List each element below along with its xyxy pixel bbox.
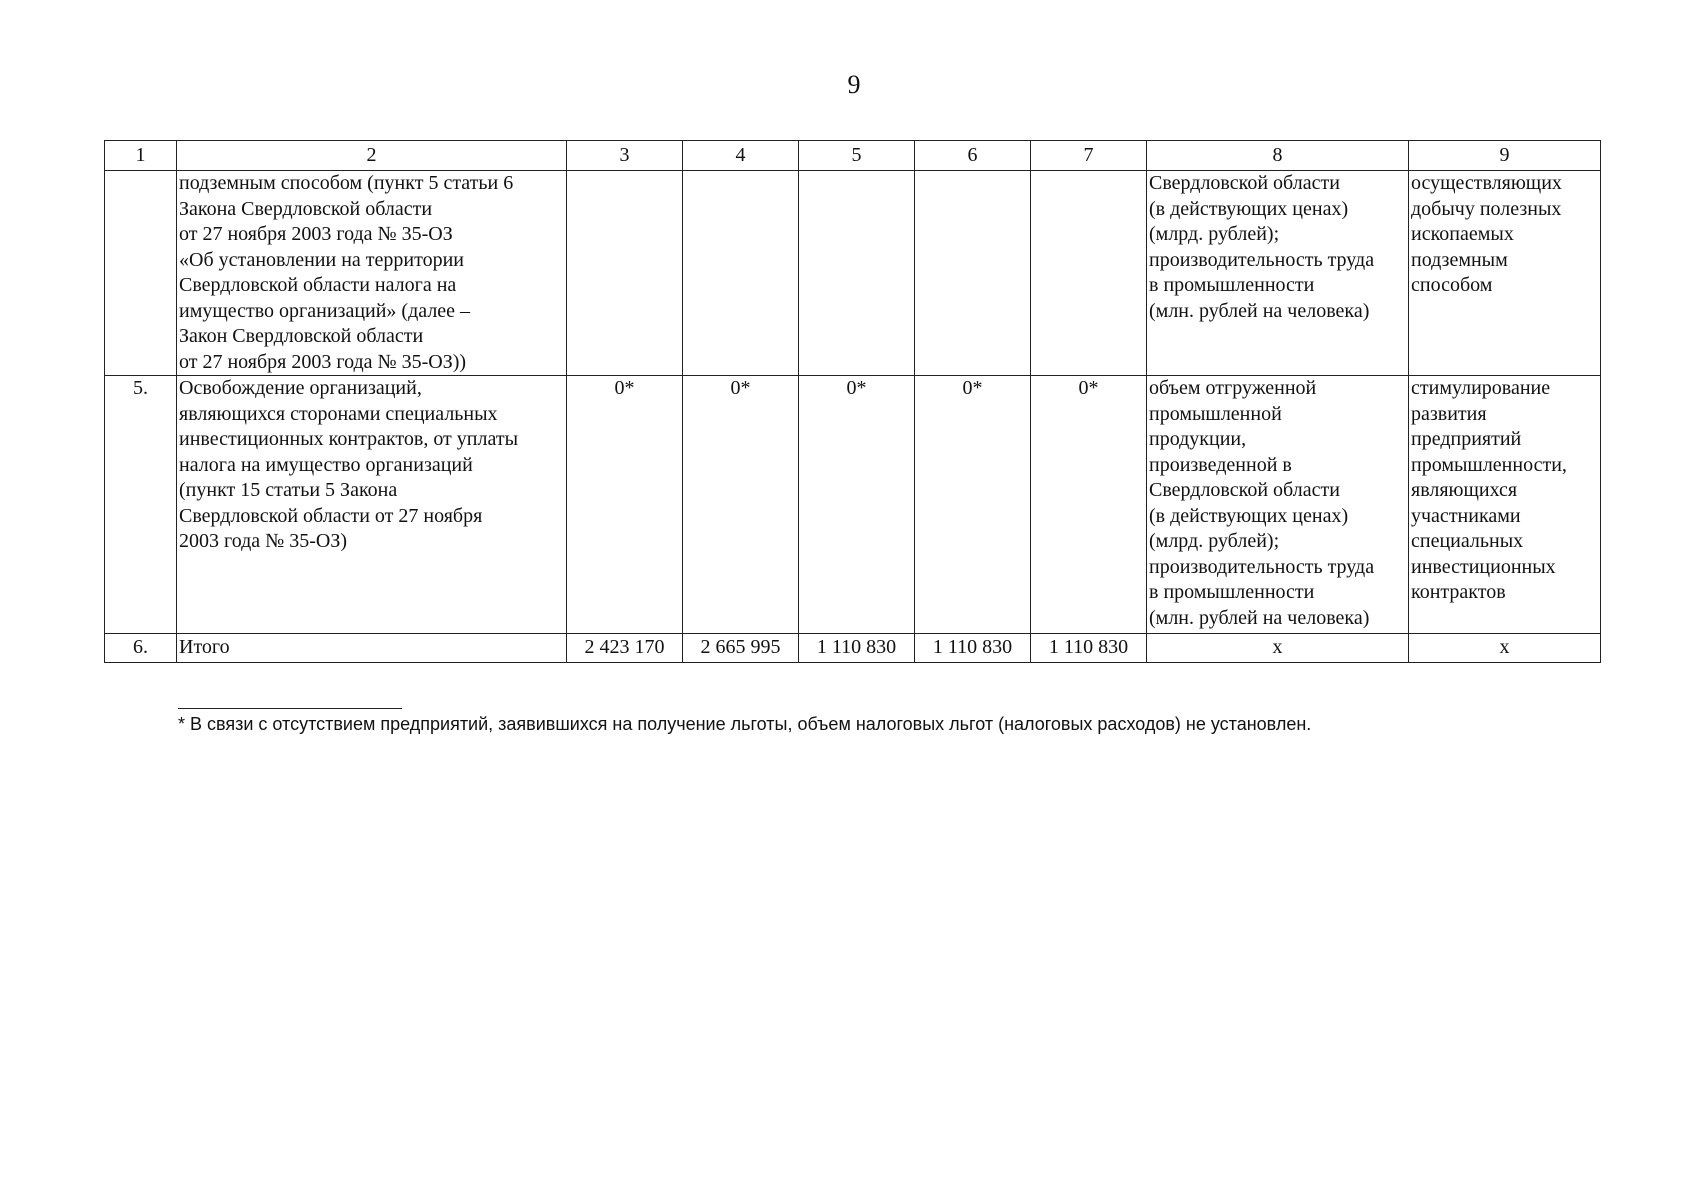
indicator-cell: Свердловской области (в действующих ценах) (млрд. рублей); производительность труда в промышленности (млн. рублей на человека) — [1147, 171, 1409, 376]
benefit-description: подземным способом (пункт 5 статьи 6 Закона Свердловской области от 27 ноября 2003 года № 35-ОЗ «Об установлении на территории Свердловской области налога на имущество организаций» (далее – Закон Свердловской области от 27 ноября 2003 года № 35-ОЗ)) — [177, 171, 567, 376]
value-cell: 0* — [567, 376, 683, 634]
value-cell: 0* — [683, 376, 799, 634]
total-value: 1 110 830 — [915, 634, 1031, 663]
tax-benefits-table — [104, 140, 1601, 663]
value-cell — [915, 171, 1031, 376]
value-cell — [567, 171, 683, 376]
goal-cell: х — [1409, 634, 1601, 663]
value-cell — [1031, 171, 1147, 376]
footnote-text: * В связи с отсутствием предприятий, заявившихся на получение льготы, объем налоговых льгот (налоговых расходов) не установлен. — [178, 714, 1312, 734]
row-number — [105, 171, 177, 376]
column-header: 4 — [683, 141, 799, 171]
column-header: 3 — [567, 141, 683, 171]
value-cell — [683, 171, 799, 376]
table-row — [105, 171, 1601, 376]
goal-cell: стимулирование развития предприятий промышленности, являющихся участниками специальных инвестиционных контрактов — [1409, 376, 1601, 634]
column-header: 6 — [915, 141, 1031, 171]
table-row-total — [105, 634, 1601, 663]
row-number: 5. — [105, 376, 177, 634]
column-header: 7 — [1031, 141, 1147, 171]
column-header: 8 — [1147, 141, 1409, 171]
column-header: 5 — [799, 141, 915, 171]
total-label: Итого — [177, 634, 567, 663]
column-header: 9 — [1409, 141, 1601, 171]
goal-cell: осуществляющих добычу полезных ископаемых подземным способом — [1409, 171, 1601, 376]
benefit-description: Освобождение организаций, являющихся сторонами специальных инвестиционных контрактов, от уплаты налога на имущество организаций (пункт 15 статьи 5 Закона Свердловской области от 27 ноября 2003 года № 35-ОЗ) — [177, 376, 567, 634]
table-row — [105, 376, 1601, 634]
footnote-divider — [178, 708, 402, 709]
total-value: 1 110 830 — [799, 634, 915, 663]
value-cell: 0* — [799, 376, 915, 634]
row-number: 6. — [105, 634, 177, 663]
column-header: 2 — [177, 141, 567, 171]
indicator-cell: объем отгруженной промышленной продукции, произведенной в Свердловской области (в действующих ценах) (млрд. рублей); производительность труда в промышленности (млн. рублей на человека) — [1147, 376, 1409, 634]
value-cell — [799, 171, 915, 376]
value-cell: 0* — [1031, 376, 1147, 634]
indicator-cell: х — [1147, 634, 1409, 663]
total-value: 2 665 995 — [683, 634, 799, 663]
page-number: 9 — [847, 70, 861, 99]
table-header-row — [105, 141, 1601, 171]
total-value: 1 110 830 — [1031, 634, 1147, 663]
total-value: 2 423 170 — [567, 634, 683, 663]
column-header: 1 — [105, 141, 177, 171]
value-cell: 0* — [915, 376, 1031, 634]
